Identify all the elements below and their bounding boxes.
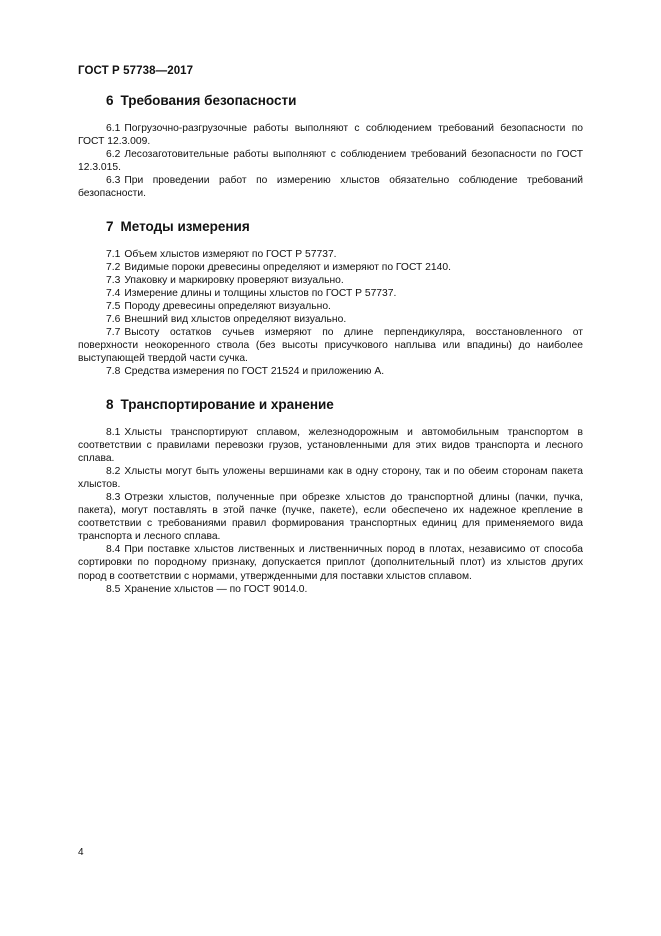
paragraph bbox=[78, 313, 583, 326]
document-body bbox=[78, 92, 583, 596]
paragraph bbox=[78, 543, 583, 582]
paragraph bbox=[78, 426, 583, 465]
paragraph-text: Хлысты транспортируют сплавом, железнодорожным и автомобильным транспортом в соответствии с правилами перевозки грузов, установленными для этих видов транспорта и лесного сплава. bbox=[78, 426, 583, 464]
paragraph-number: 8.5 bbox=[106, 583, 121, 595]
section-title bbox=[78, 396, 583, 414]
document-header: ГОСТ Р 57738—2017 bbox=[78, 65, 194, 77]
paragraph bbox=[78, 274, 583, 287]
paragraph bbox=[78, 248, 583, 261]
paragraph-text: Измерение длины и толщины хлыстов по ГОСТ Р 57737. bbox=[124, 287, 397, 299]
section-title-text: Транспортирование и хранение bbox=[120, 396, 334, 412]
paragraph-text: Высоту остатков сучьев измеряют по длине перпендикуляра, восстановленного от поверхности неокоренного ствола (без высоты присучкового наплыва или впадины) до наиболее выступающей твердой части сучка. bbox=[78, 327, 583, 365]
section-number: 8 bbox=[106, 396, 114, 412]
section-6 bbox=[78, 92, 583, 201]
paragraph-number: 8.1 bbox=[106, 426, 121, 438]
paragraph-number: 8.2 bbox=[106, 465, 121, 477]
paragraph-text: Хлысты могут быть уложены вершинами как в одну сторону, так и по обеим сторонам пакета хлыстов. bbox=[78, 465, 583, 490]
section-7 bbox=[78, 218, 583, 379]
paragraph-number: 7.5 bbox=[106, 300, 121, 312]
paragraph-text: Погрузочно-разгрузочные работы выполняют с соблюдением требований безопасности по ГОСТ 12.3.009. bbox=[78, 123, 583, 148]
paragraph bbox=[78, 365, 583, 378]
paragraph-text: Объем хлыстов измеряют по ГОСТ Р 57737. bbox=[124, 248, 337, 260]
paragraph-text: При поставке хлыстов лиственных и лиственничных пород в плотах, независимо от способа сортировки по породному признаку, допускается приплот (дополнительный плот) из хлыстов других пород в соответствии с нормами, утвержденными для поставки хлыстов сплавом. bbox=[78, 544, 583, 582]
paragraph-text: При проведении работ по измерению хлыстов обязательно соблюдение требований безопасности. bbox=[78, 175, 583, 200]
paragraph-text: Породу древесины определяют визуально. bbox=[124, 300, 331, 312]
paragraph-number: 7.2 bbox=[106, 261, 121, 273]
paragraph-number: 7.7 bbox=[106, 327, 121, 339]
paragraph-text: Средства измерения по ГОСТ 21524 и приложению А. bbox=[124, 366, 385, 378]
paragraph bbox=[78, 300, 583, 313]
section-title-text: Методы измерения bbox=[120, 218, 250, 234]
paragraph-text: Внешний вид хлыстов определяют визуально. bbox=[124, 314, 347, 326]
page-number: 4 bbox=[78, 847, 84, 858]
paragraph bbox=[78, 148, 583, 174]
paragraph-number: 6.2 bbox=[106, 149, 121, 161]
paragraph-number: 8.4 bbox=[106, 544, 121, 556]
paragraph bbox=[78, 287, 583, 300]
paragraph bbox=[78, 122, 583, 148]
section-title bbox=[78, 92, 583, 110]
paragraph-number: 7.8 bbox=[106, 366, 121, 378]
paragraph-number: 7.6 bbox=[106, 314, 121, 326]
section-title-text: Требования безопасности bbox=[120, 93, 297, 108]
paragraph-text: Видимые пороки древесины определяют и измеряют по ГОСТ 2140. bbox=[124, 261, 451, 273]
paragraph-number: 7.1 bbox=[106, 248, 121, 260]
paragraph bbox=[78, 326, 583, 365]
paragraph-text: Отрезки хлыстов, полученные при обрезке хлыстов до транспортной длины (пачки, пучка, пакета), могут поставлять в этой пачке (пучке, пакете), если обеспечено их надежное крепление в соответствии с требованиями правил формирования транспортных единиц для применяемого вида транспорта и лесного сплава. bbox=[78, 491, 583, 543]
paragraph-number: 7.3 bbox=[106, 274, 121, 286]
paragraph-text: Лесозаготовительные работы выполняют с соблюдением требований безопасности по ГОСТ 12.3.015. bbox=[78, 149, 583, 174]
section-8 bbox=[78, 396, 583, 596]
section-number: 6 bbox=[106, 93, 114, 108]
paragraph bbox=[78, 465, 583, 491]
paragraph-number: 7.4 bbox=[106, 287, 121, 299]
paragraph bbox=[78, 583, 583, 596]
paragraph-number: 6.3 bbox=[106, 175, 121, 187]
paragraph-text: Хранение хлыстов — по ГОСТ 9014.0. bbox=[124, 583, 308, 595]
section-title bbox=[78, 218, 583, 236]
section-number: 7 bbox=[106, 218, 114, 234]
paragraph bbox=[78, 174, 583, 200]
paragraph bbox=[78, 261, 583, 274]
paragraph-number: 6.1 bbox=[106, 123, 121, 134]
paragraph bbox=[78, 491, 583, 543]
paragraph-text: Упаковку и маркировку проверяют визуально. bbox=[124, 274, 344, 286]
paragraph-number: 8.3 bbox=[106, 491, 121, 503]
